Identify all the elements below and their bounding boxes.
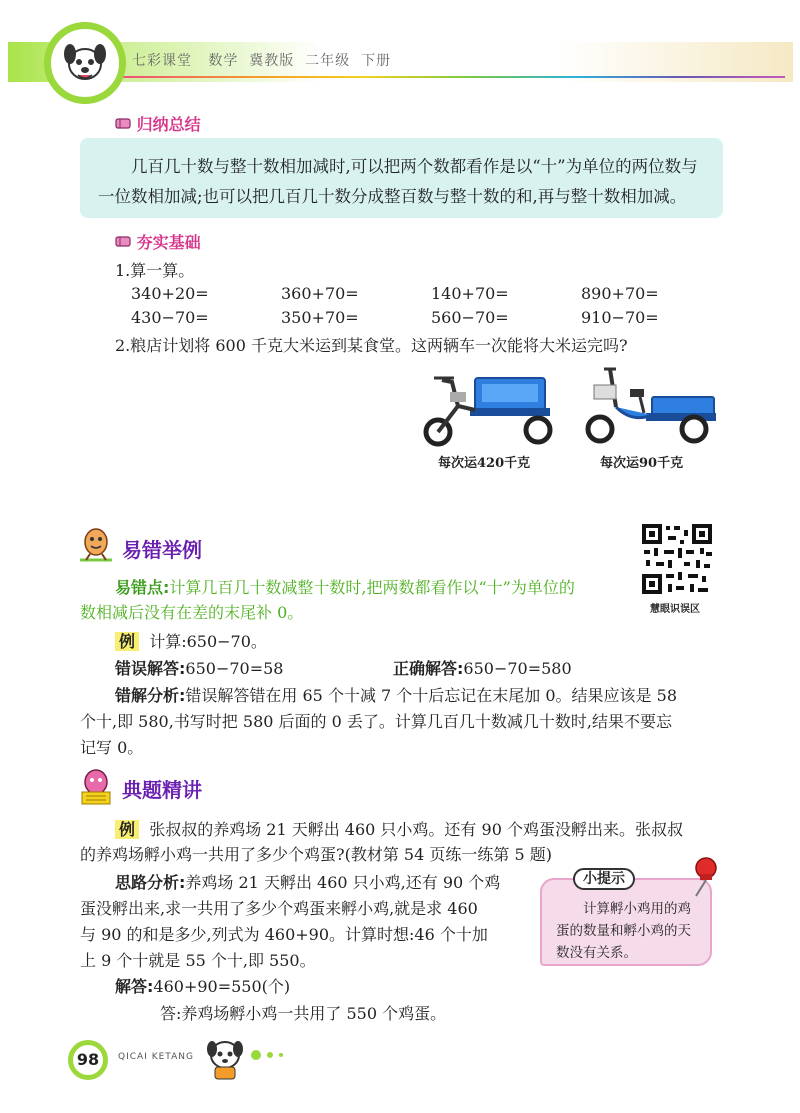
mistake-mascot-icon — [76, 522, 116, 562]
calc-item: 340+20= — [131, 284, 209, 303]
example-badge: 例 — [115, 820, 139, 839]
calc-item: 360+70= — [281, 284, 359, 303]
vehicle-2-caption: 每次运90千克 — [600, 456, 684, 471]
thinking-text-1: 养鸡场 21 天孵出 460 只小鸡,还有 90 个鸡 — [185, 873, 501, 892]
thinking-label: 思路分析: — [115, 873, 186, 892]
typical-problem-line-1 — [115, 817, 683, 840]
calc-item: 350+70= — [281, 308, 359, 327]
mascot-dog-icon — [58, 34, 112, 88]
eraser-icon — [115, 235, 131, 248]
tricycle-large-image — [420, 370, 555, 448]
subject-name: 数学 — [208, 53, 239, 69]
basics-title: 夯实基础 — [136, 233, 201, 252]
wrong-answer-text: 650−70=58 — [185, 659, 284, 678]
basics-tag — [115, 230, 201, 253]
analysis-label: 错解分析: — [115, 686, 186, 705]
analysis-text-1: 错误解答错在用 65 个十减 7 个十后忘记在末尾加 0。结果应该是 58 — [185, 686, 678, 705]
summary-box — [80, 138, 723, 218]
tip-label: 小提示 — [573, 868, 635, 890]
question-2: 2.粮店计划将 600 千克大米运到某食堂。这两辆车一次能将大米运完吗? — [115, 336, 628, 355]
header-rainbow-line — [85, 76, 785, 78]
answer-formula-line — [115, 974, 290, 997]
calc-item: 560−70= — [431, 308, 509, 327]
wrong-answer-label: 错误解答: — [115, 659, 186, 678]
vehicle-1-caption: 每次运420千克 — [438, 456, 531, 471]
calc-item: 910−70= — [581, 308, 659, 327]
tip-text: 计算孵小鸡用的鸡蛋的数量和孵小鸡的天数没有关系。 — [556, 901, 691, 961]
right-answer-label: 正确解答: — [393, 659, 464, 678]
mistake-point-text-2: 数相减后没有在差的末尾补 0。 — [80, 603, 304, 622]
tricycle-small-image — [582, 363, 720, 447]
analysis-text-2: 个十,即 580,书写时把 580 后面的 0 丢了。计算几百几十数减几十数时,结果不要忘 — [80, 712, 672, 731]
typical-mascot-icon — [76, 766, 116, 806]
typical-title: 典题精讲 — [122, 778, 202, 802]
answer-text: 答:养鸡场孵小鸡一共用了 550 个鸡蛋。 — [160, 1004, 447, 1023]
header-title — [132, 50, 391, 70]
mistake-example-line — [115, 629, 267, 652]
page-number: 98 — [68, 1040, 108, 1080]
pushpin-icon — [686, 856, 722, 900]
volume-name: 下册 — [361, 53, 392, 69]
question-1: 1.算一算。 — [115, 261, 195, 280]
summary-title: 归纳总结 — [136, 115, 201, 134]
mistakes-title: 易错举例 — [122, 538, 202, 562]
mistake-point-text: 计算几百几十数减整十数时,把两数都看作以“十”为单位的 — [169, 578, 575, 597]
qr-code-icon[interactable] — [640, 522, 714, 596]
calc-item: 430−70= — [131, 308, 209, 327]
footer-mascot-icon — [200, 1035, 250, 1083]
example-text: 计算:650−70。 — [149, 632, 267, 651]
footer-brand: QICAI KETANG — [118, 1052, 194, 1062]
answer-label: 解答: — [115, 977, 154, 996]
right-answer-text: 650−70=580 — [463, 659, 572, 678]
analysis-text-3: 记写 0。 — [80, 738, 144, 757]
thinking-text-3: 与 90 的和是多少,列式为 460+90。计算时想:46 个十加 — [80, 925, 488, 944]
qr-caption: 慧眼识误区 — [650, 604, 700, 615]
summary-tag — [115, 112, 201, 135]
mistake-point-label: 易错点: — [115, 578, 170, 597]
wrong-answer-line — [115, 656, 283, 679]
eraser-icon — [115, 117, 131, 130]
answer-formula: 460+90=550(个) — [153, 977, 291, 996]
summary-text: 几百几十数与整十数相加减时,可以把两个数都看作是以“十”为单位的两位数与一位数相加减;也可以把几百几十数分成整百数与整十数的和,再与整十数相加减。 — [98, 157, 698, 206]
edition-name: 冀教版 — [249, 53, 295, 69]
problem-text-2: 的养鸡场孵小鸡一共用了多少个鸡蛋?(教材第 54 页练一练第 5 题) — [80, 845, 552, 864]
thinking-text-4: 上 9 个十就是 55 个十,即 550。 — [80, 951, 316, 970]
thinking-line-1 — [115, 870, 500, 893]
calc-item: 140+70= — [431, 284, 509, 303]
example-badge: 例 — [115, 632, 139, 651]
problem-text-1: 张叔叔的养鸡场 21 天孵出 460 只小鸡。还有 90 个鸡蛋没孵出来。张叔叔 — [149, 820, 683, 839]
analysis-line-1 — [115, 683, 677, 706]
right-answer-line — [393, 656, 572, 679]
grade-name: 二年级 — [305, 53, 351, 69]
mistake-point-line-1 — [115, 575, 575, 598]
footer-dots — [250, 1048, 290, 1062]
thinking-text-2: 蛋没孵出来,求一共用了多少个鸡蛋来孵小鸡,就是求 460 — [80, 899, 478, 918]
calc-item: 890+70= — [581, 284, 659, 303]
series-name: 七彩课堂 — [132, 53, 192, 69]
